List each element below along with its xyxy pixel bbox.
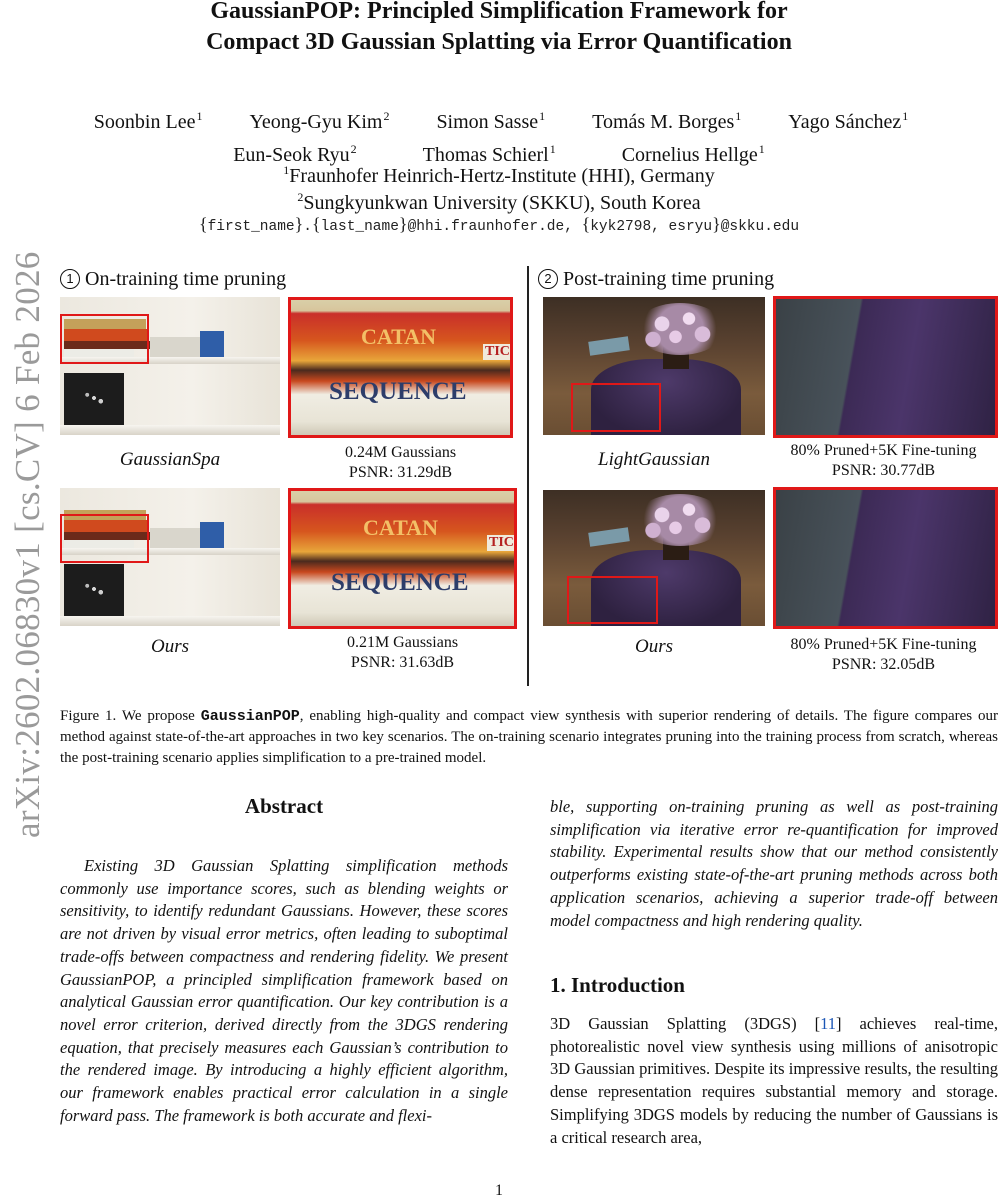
highlight-box xyxy=(60,514,149,563)
zoom-crop-baseline-right xyxy=(773,296,998,438)
page-number: 1 xyxy=(495,1182,503,1199)
author: Cornelius Hellge$^1$ xyxy=(621,142,765,166)
bookshelf-image-baseline xyxy=(60,297,280,435)
figure-header-right: 2 Post-training time pruning xyxy=(538,268,774,291)
author: Tomás M. Borges$^1$ xyxy=(592,109,742,133)
method-label-baseline-right: LightGaussian xyxy=(598,449,710,470)
introduction-text: 3D Gaussian Splatting (3DGS) [11] achieves real-time, photorealistic novel view synthesis using millions of anisotropic 3D Gaussian primitives. Despite its impressive results, the resulting dense representation requires substantial memory and storage. Simplifying 3DGS models by reducing the number of Gaussians is a critical research area, xyxy=(550,1014,998,1147)
paper-title xyxy=(0,0,998,58)
room-image-baseline xyxy=(543,297,765,435)
author: Soonbin Lee$^1$ xyxy=(93,109,203,133)
affiliation-2: $^2$Sungkyunkwan University (SKKU), South Korea xyxy=(297,190,701,214)
stats-baseline-left: 0.24M Gaussians PSNR: 31.29dB xyxy=(344,444,457,481)
zoom-crop-ours-left: CATAN SEQUENCE TIC xyxy=(288,488,517,629)
abstract-heading: Abstract xyxy=(244,794,324,818)
citation-link[interactable]: 11 xyxy=(820,1014,836,1033)
highlight-box xyxy=(571,383,661,432)
author: Eun-Seok Ryu$^2$ xyxy=(233,142,357,166)
title-line-2: Compact 3D Gaussian Splatting via Error Quantification xyxy=(206,29,792,55)
figure-divider xyxy=(527,266,529,686)
method-label-ours-left: Ours xyxy=(150,636,189,657)
stats-ours-left: 0.21M Gaussians PSNR: 31.63dB xyxy=(346,634,459,671)
author-emails: {first_name}.{last_name}@hhi.fraunhofer.de, {kyk2798, esryu}@skku.edu xyxy=(198,214,800,235)
highlight-box xyxy=(567,576,658,624)
arxiv-identifier: arXiv:2602.06830v1 [cs.CV] 6 Feb 2026 xyxy=(8,251,47,838)
method-label-baseline-left: GaussianSpa xyxy=(119,449,221,470)
bookshelf-image-ours xyxy=(60,488,280,626)
author-row-1 xyxy=(0,103,998,136)
affiliation-1: $^1$Fraunhofer Heinrich-Hertz-Institute (HHI), Germany xyxy=(283,163,715,187)
abstract-text-right: ble, supporting on-training pruning as well as post-training simplification via iterative error re-quantification for improved stability. Experimental results show that our method consistently outperforms existing state-of-the-art pruning methods across both application scenarios, achieving a superior trade-off between model compactness and high rendering quality. xyxy=(550,797,998,930)
author: Yago Sánchez$^1$ xyxy=(788,109,909,133)
zoom-crop-baseline: CATAN SEQUENCE TIC xyxy=(288,297,513,438)
stats-baseline-right: 80% Pruned+5K Fine-tuning PSNR: 30.77dB xyxy=(790,442,977,479)
title-line-1: GaussianPOP: Principled Simplification Framework for xyxy=(210,0,788,24)
author: Yeong-Gyu Kim$^2$ xyxy=(249,109,390,133)
zoom-crop-ours-right xyxy=(773,487,998,629)
author: Simon Sasse$^1$ xyxy=(436,109,546,133)
figure-caption: Figure 1. We propose GaussianPOP, enabling high-quality and compact view synthesis with superior rendering of details. The figure compares our method against state-of-the-art approaches in two key scenarios. The on-training scenario integrates pruning into the training process from scratch, whereas the post-training scenario applies simplification to a pre-trained model. xyxy=(60,708,998,766)
figure-header-left: 1 On-training time pruning xyxy=(60,268,286,291)
stats-ours-right: 80% Pruned+5K Fine-tuning PSNR: 32.05dB xyxy=(790,636,977,673)
author: Thomas Schierl$^1$ xyxy=(422,142,556,166)
introduction-heading: 1. Introduction xyxy=(550,973,685,997)
method-label-ours-right: Ours xyxy=(634,636,673,657)
highlight-box xyxy=(60,314,149,364)
abstract-text-left: Existing 3D Gaussian Splatting simplification methods commonly use importance scores, such as blending weights or sensitivity, to identify redundant Gaussians. However, these scores are not driven by visual error metrics, often leading to suboptimal trade-offs between compactness and rendering fidelity. We present GaussianPOP, a principled simplification framework based on analytical Gaussian error quantification. Our key contribution is a novel error criterion, derived directly from the 3DGS rendering equation, that precisely measures each Gaussian’s contribution to the rendered image. By introducing a highly efficient algorithm, our framework enables practical error calculation in a single forward pass. The framework is both accurate and flexi- xyxy=(60,856,508,1125)
room-image-ours xyxy=(543,490,765,626)
